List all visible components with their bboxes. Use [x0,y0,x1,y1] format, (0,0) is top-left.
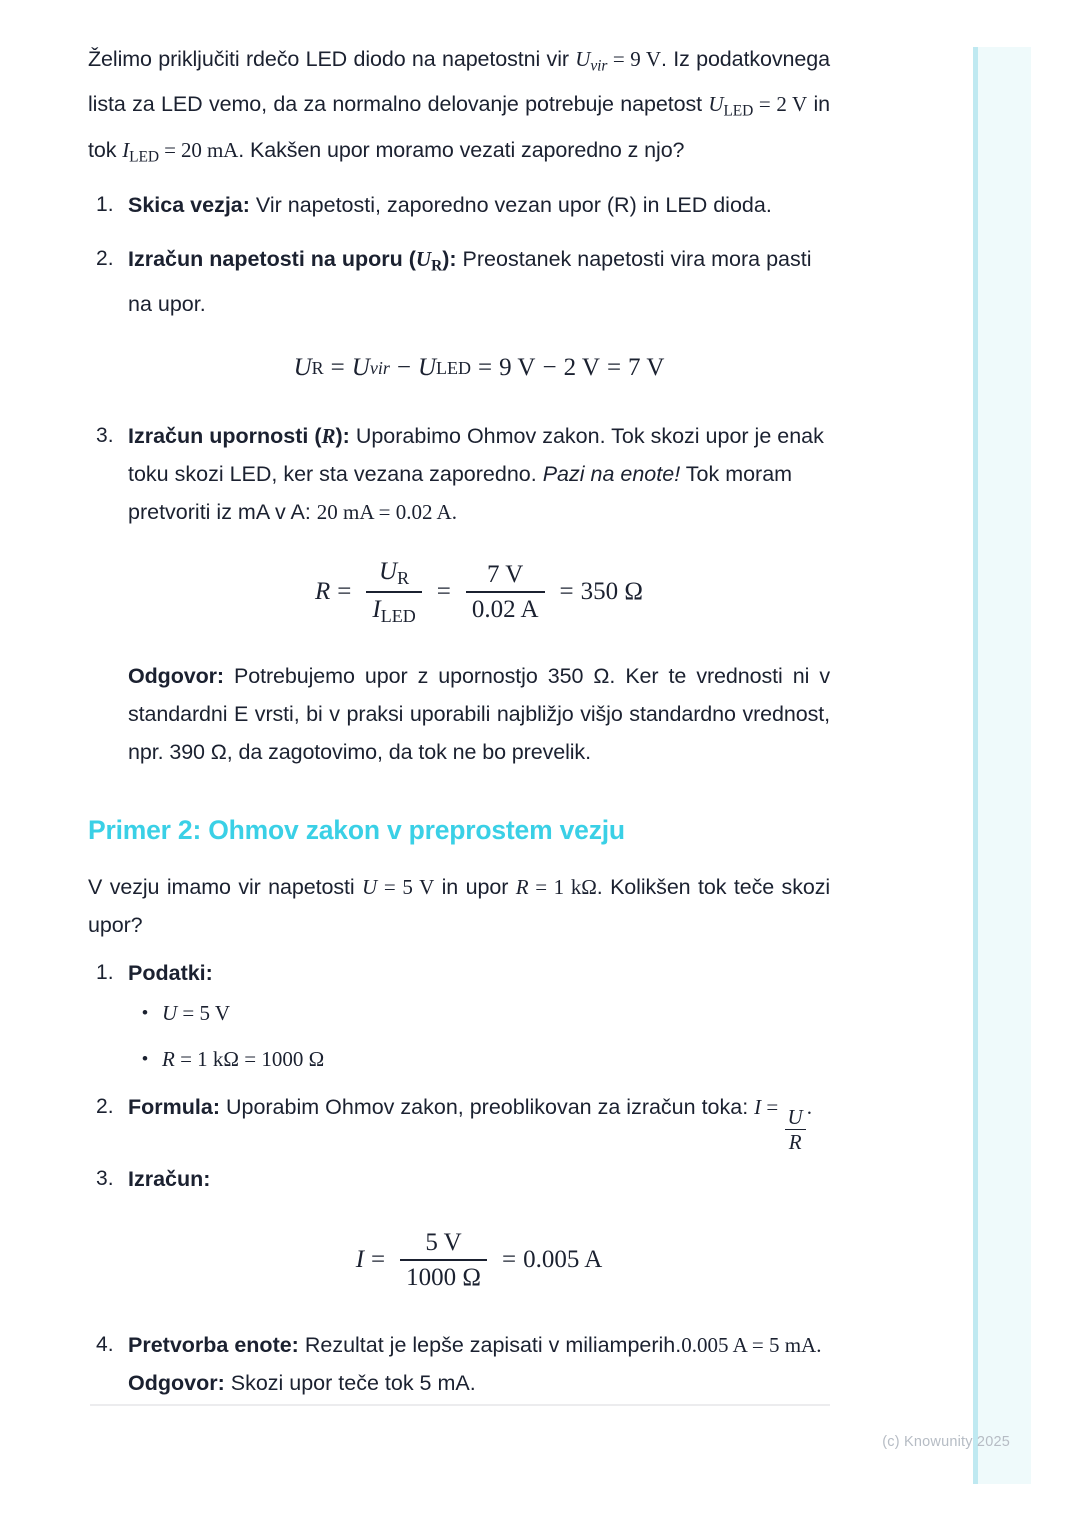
step-1-title: Skica vezja: [128,192,250,217]
step2-1-title: Podatki: [128,960,213,985]
symbol-iled-sub: LED [129,147,159,165]
eq2-frac1-numerator [373,557,415,589]
eq1-equals-1: = [330,354,345,382]
right-edge-panel [978,47,1031,1484]
steps-list-example-1 [88,186,830,771]
step-2-title-a: Izračun napetosti na uporu ( [128,246,416,271]
eq2-frac2-denominator: 0.02 A [471,595,539,623]
eq1-term-uled-sub: LED [436,358,471,379]
eq1-term-uvir-sub: vir [369,358,390,379]
answer-1-label: Odgovor: [128,663,224,688]
symbol-iled: I [122,137,130,162]
eq2-frac1-num-sub: R [397,568,410,589]
value-iled: = 20 mA [158,137,239,162]
bullet-item-u [162,996,830,1030]
step-3-symbol-r: R [321,424,336,449]
eq1-equals-3: = [606,354,622,382]
eq2-frac2-numerator: 7 V [487,561,524,589]
eq3-fraction [400,1228,487,1292]
step2-4-body-b: Skozi upor teče tok 5 mA. [224,1370,476,1395]
footer-divider [90,1404,830,1406]
eq3-frac-bar [400,1259,487,1261]
eq2-frac2-bar [466,591,545,593]
equation-resistance [128,557,830,626]
value-r: = 1 kΩ [528,874,597,899]
eq1-equals-2: = [478,354,493,382]
eq3-lhs-i: I [355,1245,365,1273]
equation-resistance-line [315,557,643,626]
step2-2-equals: = [761,1094,784,1119]
step-item-2 [88,240,830,387]
symbol-uvir: U [575,47,591,71]
step-2-title-b: ): [442,246,457,271]
step-item-3 [88,417,830,770]
eq1-value-2v: 2 V [563,354,600,382]
intro-text-3: in tok [88,92,831,162]
eq2-frac1-num-symbol: U [379,558,398,586]
intro-text-2: . Iz podatkovnega lista za LED vemo, da za normalno delovanje potrebuje napetost [88,47,830,117]
symbol-uled-sub: LED [723,102,754,120]
eq2-equals-3: = [559,577,574,605]
eq3-result: 0.005 A [523,1245,603,1273]
step-2-symbol-ur: U [415,246,432,271]
eq2-fraction-2 [466,560,545,624]
bullet-u-symbol: U [162,1000,178,1025]
step-3-emphasis: Pazi na enote! [542,462,681,487]
equation-current [128,1228,830,1292]
value-u: = 5 V [377,874,435,899]
eq1-term-uled: U [417,354,436,382]
section-heading-example-2: Primer 2: Ohmov zakon v preprostem vezju [88,814,625,845]
step2-2-body: Uporabim Ohmov zakon, preoblikovan za izračun toka: [219,1094,755,1119]
right-edge-accent-line [973,47,978,1484]
inline-frac-numerator: U [787,1104,803,1129]
intro2-text-3: . Kolikšen tok teče skozi upor? [88,874,831,937]
value-uled: = 2 V [753,92,808,117]
step-3-title-b: ): [335,424,350,449]
step2-item-1 [88,954,830,1076]
bullet-r-symbol: R [162,1046,175,1071]
bullet-r-value: = 1 kΩ = 1000 Ω [174,1046,325,1071]
answer-1-body: Potrebujemo upor z upornostjo 350 Ω. Ker te vrednosti ni v standardni E vrsti, bi v praksi uporabili najbližjo višjo standardno vrednost, npr. 390 Ω, da zagotovimo, da tok ne bo prevelik. [128,663,830,764]
step2-2-symbol-i: I [754,1094,762,1119]
bullet-item-r [162,1042,830,1076]
eq1-value-7v: 7 V [628,354,665,382]
eq2-fraction-1 [366,557,421,626]
symbol-uled: U [708,92,724,117]
step2-item-4 [88,1326,830,1402]
eq3-equals-2: = [501,1245,517,1273]
eq1-lhs: U [293,354,312,382]
step-3-math: 20 mA = 0.02 A. [316,500,457,525]
step-3-body-a: Uporabimo Ohmov zakon. Tok skozi upor je enak toku skozi LED, ker sta vezana zaporedno. [128,424,824,487]
symbol-r: R [515,874,529,899]
step-2-symbol-ur-sub: R [431,257,443,275]
eq2-frac1-denominator [366,595,421,627]
step-2-body: Preostanek napetosti vira mora pasti na upor. [128,246,812,317]
step-3-body-b: Tok moram pretvoriti iz mA v A: [128,462,793,525]
eq3-frac-numerator: 5 V [425,1229,462,1257]
eq2-frac1-den-sub: LED [380,605,416,626]
document-content [88,40,830,1402]
step-item-1 [88,186,830,224]
bullet-u-value: = 5 V [177,1000,231,1025]
answer-paragraph-1 [128,657,830,771]
equation-ur [128,349,830,387]
steps-list-example-2 [88,954,830,1402]
eq1-minus-2: − [542,354,557,382]
eq2-lhs-r: R [315,577,331,605]
eq2-frac1-bar [366,591,421,593]
step2-item-3 [88,1160,830,1292]
intro2-text-2: in upor [434,874,516,899]
step2-4-math: 0.005 A = 5 mA. [681,1332,822,1357]
step2-2-title: Formula: [128,1094,220,1119]
eq2-frac1-den-symbol: I [372,595,381,623]
equation-ur-line [294,349,665,387]
symbol-u: U [362,874,378,899]
symbol-uvir-sub: vir [590,57,608,75]
footer-copyright: (c) Knowunity 2025 [882,1434,1010,1450]
eq1-lhs-sub: R [311,358,324,379]
eq2-result: 350 Ω [580,577,643,605]
step2-4-title: Pretvorba enote: [128,1332,299,1357]
step2-3-title: Izračun: [128,1167,211,1192]
intro-paragraph-2 [88,868,830,944]
equation-current-line [356,1228,603,1292]
podatki-bullet-list [128,996,830,1076]
eq2-equals-2: = [436,577,451,605]
step2-item-2 [88,1088,830,1154]
inline-fraction-u-over-r [785,1106,806,1155]
step2-4-body-a: Rezultat je lepše zapisati v miliamperih. [298,1332,682,1357]
intro-text-4: . Kakšen upor moramo vezati zaporedno z njo? [238,137,685,162]
intro-text-1: Želimo priključiti rdečo LED diodo na napetostni vir [88,47,576,71]
intro-paragraph [88,40,830,176]
eq2-equals-1: = [337,577,352,605]
eq1-value-9v: 9 V [499,354,536,382]
eq3-frac-denominator: 1000 Ω [406,1263,481,1291]
value-uvir: = 9 V [607,47,661,71]
step2-2-period: . [806,1094,812,1119]
eq1-minus-1: − [396,354,411,382]
eq3-equals-1: = [371,1245,386,1273]
eq1-term-uvir: U [351,354,370,382]
intro2-text-1: V vezju imamo vir napetosti [88,874,363,899]
step-3-title-a: Izračun upornosti ( [128,424,322,449]
inline-frac-denominator: R [788,1130,802,1155]
step2-4-answer-label: Odgovor: [128,1370,225,1395]
step-1-body: Vir napetosti, zaporedno vezan upor (R) in LED dioda. [249,192,772,217]
